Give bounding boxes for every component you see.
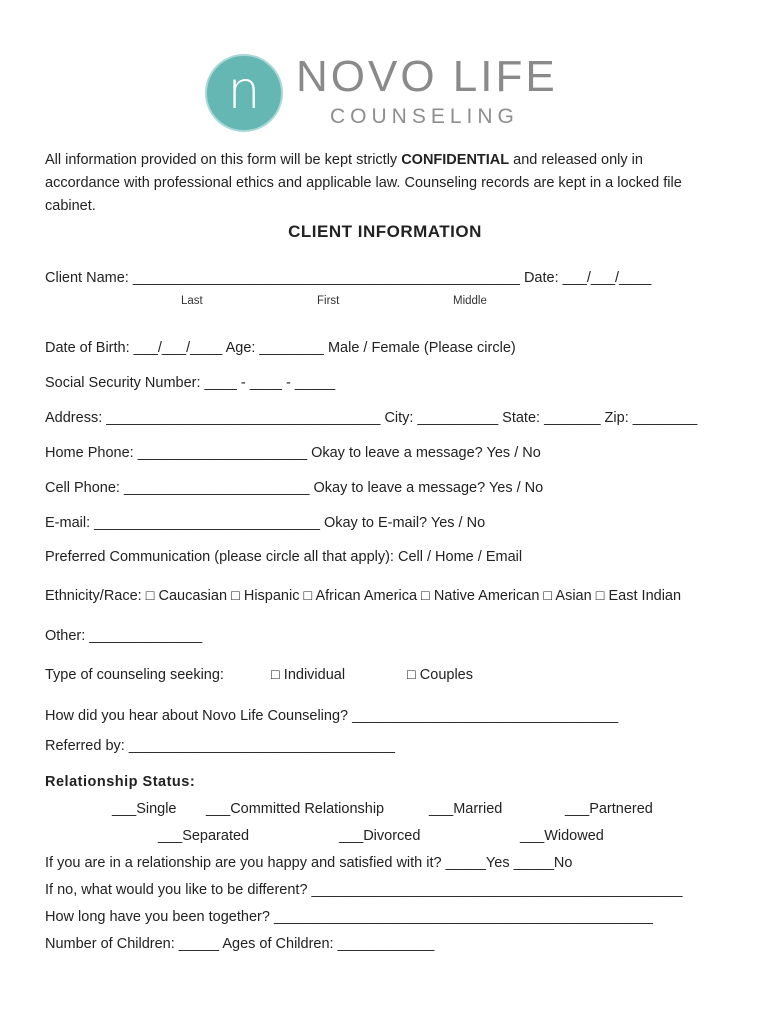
email-field[interactable]: E-mail: ____________________________ Okay to E-mail? Yes / No [45, 515, 486, 531]
address-field[interactable]: Address: __________________________________ City: __________ State: _______ Zip: ________ [45, 410, 698, 426]
preferred-communication-field[interactable]: Preferred Communication (please circle all that apply): Cell / Home / Email [45, 549, 523, 565]
intro-line-1 [45, 149, 643, 172]
counseling-type-label: Type of counseling seeking: [45, 667, 224, 683]
hear-about-field[interactable]: How did you hear about Novo Life Counseling? _________________________________ [45, 708, 619, 724]
relationship-length-field[interactable]: How long have you been together? _______________________________________________ [45, 909, 653, 925]
relationship-happy-field[interactable]: If you are in a relationship are you happy and satisfied with it? _____Yes _____No [45, 855, 573, 871]
referred-by-field[interactable]: Referred by: _________________________________ [45, 738, 395, 754]
status-single-option[interactable]: ___Single [112, 801, 177, 817]
status-partnered-option[interactable]: ___Partnered [565, 801, 653, 817]
client-name-field[interactable]: Client Name: ________________________________________________ Date: ___/___/____ [45, 270, 652, 286]
status-divorced-option[interactable]: ___Divorced [339, 828, 421, 844]
home-phone-field[interactable]: Home Phone: _____________________ Okay to leave a message? Yes / No [45, 445, 541, 461]
counseling-couples-option[interactable]: □ Couples [407, 667, 473, 683]
status-married-option[interactable]: ___Married [429, 801, 503, 817]
ssn-field[interactable]: Social Security Number: ____ - ____ - _____ [45, 375, 336, 391]
name-last-label: Last [181, 295, 203, 307]
relationship-status-title: Relationship Status: [45, 774, 196, 790]
logo-mark: n [205, 54, 283, 132]
intro-line-2: accordance with professional ethics and applicable law. Counseling records are kept in a locked file [45, 175, 682, 191]
name-first-label: First [317, 295, 340, 307]
intro-line-3: cabinet. [45, 198, 96, 214]
logo-subtitle: COUNSELING [330, 105, 519, 128]
status-widowed-option[interactable]: ___Widowed [520, 828, 604, 844]
confidential-text: CONFIDENTIAL [401, 152, 510, 168]
ethnicity-field[interactable]: Ethnicity/Race: □ Caucasian □ Hispanic □ African America □ Native American □ Asian □ East Indian [45, 588, 682, 604]
counseling-individual-option[interactable]: □ Individual [271, 667, 346, 683]
logo-title: NOVO LIFE [296, 52, 558, 101]
intro-text-a: All information provided on this form will be kept strictly [45, 152, 402, 168]
name-middle-label: Middle [453, 295, 487, 307]
children-field[interactable]: Number of Children: _____ Ages of Children: ____________ [45, 936, 435, 952]
intro-text-c: and released only in [509, 152, 643, 168]
cell-phone-field[interactable]: Cell Phone: _______________________ Okay to leave a message? Yes / No [45, 480, 544, 496]
section-heading: CLIENT INFORMATION [288, 222, 482, 241]
status-committed-option[interactable]: ___Committed Relationship [206, 801, 385, 817]
dob-field[interactable]: Date of Birth: ___/___/____ Age: ________ Male / Female (Please circle) [45, 340, 516, 356]
other-field[interactable]: Other: ______________ [45, 628, 203, 644]
relationship-different-field[interactable]: If no, what would you like to be different? ______________________________________________ [45, 882, 683, 898]
status-separated-option[interactable]: ___Separated [158, 828, 250, 844]
